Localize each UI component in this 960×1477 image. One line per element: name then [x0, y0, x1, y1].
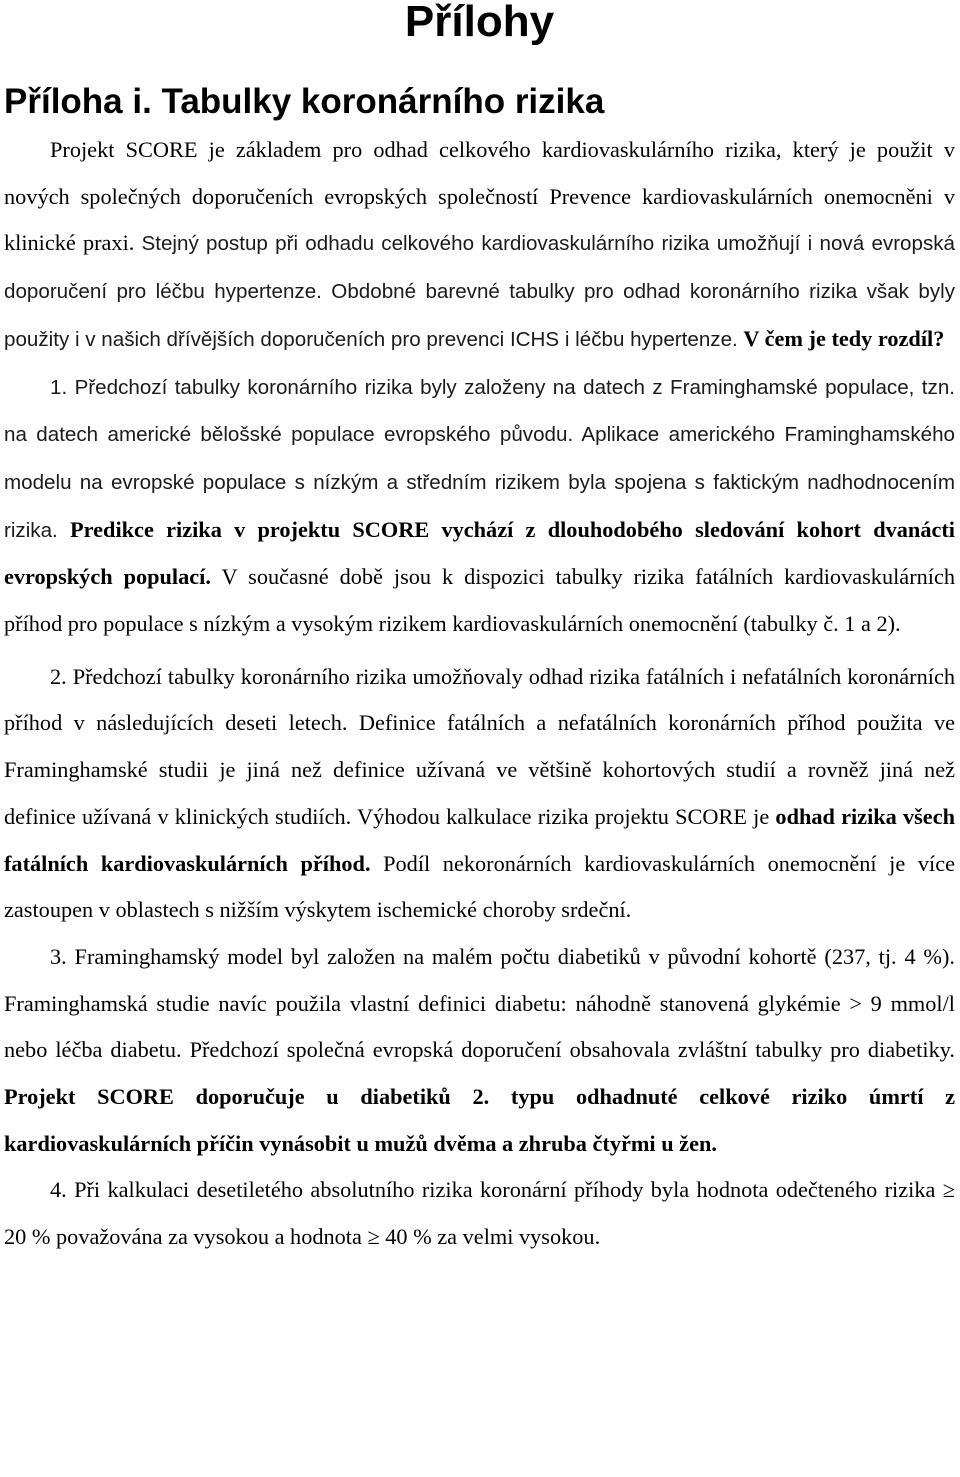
document-page — [4, 0, 955, 1261]
intro-sentence-2: Stejný postup při odhadu celkového kardiovaskulárního rizika umožňují i nová evropská doporučení pro léčbu hypertenze. Obdobné barevné tabulky pro odhad koronárního rizika však byly použity i v našich dřívějších doporučeních pro prevenci ICHS i léčbu hypertenze. — [4, 232, 955, 351]
point-2-text: 2. Předchozí tabulky koronárního rizika umožňovaly odhad rizika fatálních i nefatálních koronárních příhod v následujících deseti letech. Definice fatálních a nefatálních koronárních příhod použita ve Framinghamské studii je jiná než definice užívaná ve většině kohortových studií a rovněž jiná než definice užívaná v klinických studiích. Výhodou kalkulace rizika projektu SCORE je — [4, 663, 955, 829]
point-2-bold: odhad rizika všech fatálních kardiovaskulárních příhod. — [4, 803, 955, 876]
point-4-paragraph — [4, 1167, 955, 1260]
point-3-paragraph — [4, 934, 955, 1168]
point-1-text: 1. Předchozí tabulky koronárního rizika byly založeny na datech z Framinghamské populace, tzn. na datech americké bělošské populace evropského původu. Aplikace amerického Framinghamského modelu na evropské populace s nízkým a středním rizikem byla spojena s faktickým nadhodnocením rizika. — [4, 375, 955, 542]
point-1-paragraph — [4, 364, 955, 648]
point-3-text: 3. Framinghamský model byl založen na malém počtu diabetiků v původní kohortě (237, tj. 4 %). Framinghamská studie navíc použila vlastní definici diabetu: náhodně stanovená glykémie > 9 mmol/l nebo léčba diabetu. Předchozí společná evropská doporučení obsahovala zvláštní tabulky pro diabetiky. — [4, 943, 955, 1063]
point-2-after: Podíl nekoronárních kardiovaskulárních onemocnění je více zastoupen v oblastech s nižším výskytem ischemické choroby srdeční. — [4, 850, 955, 923]
point-1-bold: Predikce rizika v projektu SCORE vychází z dlouhodobého sledování kohort dvanácti evropských populací. — [4, 516, 955, 590]
point-3-bold: Projekt SCORE doporučuje u diabetiků 2. typu odhadnuté celkové riziko úmrtí z kardiovaskulárních příčin vynásobit u mužů dvěma a zhruba čtyřmi u žen. — [4, 1084, 955, 1156]
page-title: Přílohy — [404, 0, 555, 46]
point-1-after: V současné době jsou k dispozici tabulky rizika fatálních kardiovaskulárních příhod pro populace s nízkým a vysokým rizikem kardiovaskulárních onemocnění (tabulky č. 1 a 2). — [4, 564, 956, 637]
section-title: Příloha i. Tabulky koronárního rizika — [4, 82, 605, 121]
point-2-paragraph — [4, 654, 955, 934]
point-4-text: 4. Při kalkulaci desetiletého absolutního rizika koronární příhody byla hodnota odečteného rizika ≥ 20 % považována za vysokou a hodnota ≥ 40 % za velmi vysokou. — [4, 1177, 955, 1250]
intro-paragraph — [4, 127, 955, 364]
intro-sentence-1: Projekt SCORE je základem pro odhad celkového kardiovaskulárního rizika, který je použit v nových společných doporučeních evropských společností Prevence kardiovaskulárních onemocněni v klinické praxi. — [4, 137, 955, 256]
intro-question: V čem je tedy rozdíl? — [743, 325, 945, 351]
